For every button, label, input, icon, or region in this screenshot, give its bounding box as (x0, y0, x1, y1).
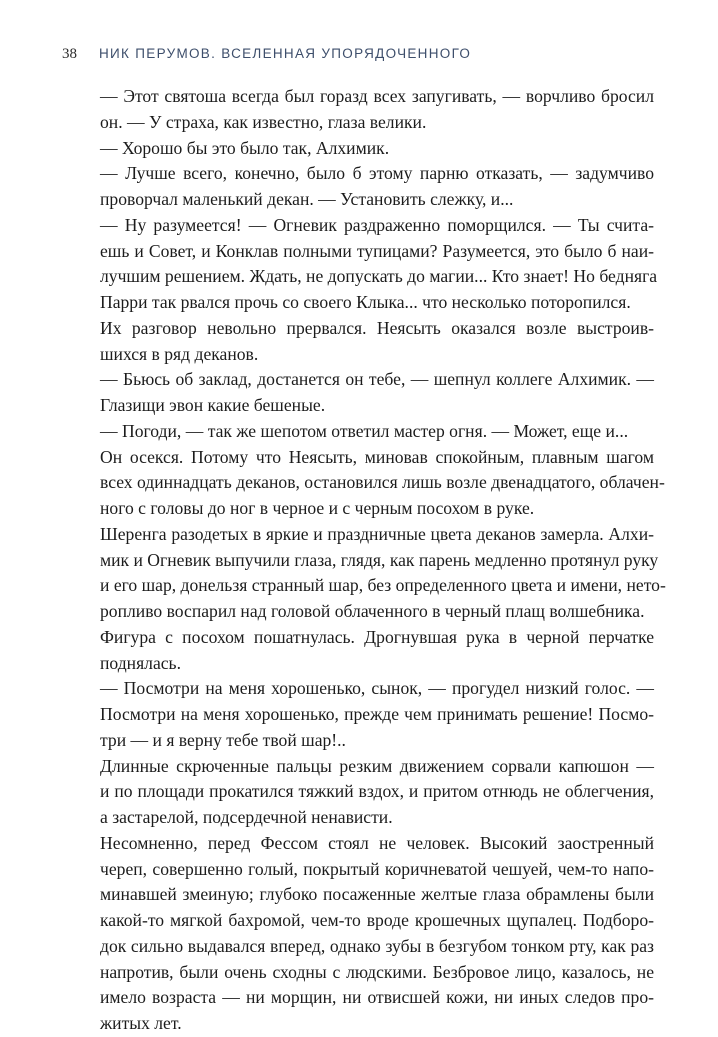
paragraph (72, 419, 654, 445)
text-line: череп, совершенно голый, покрытый коричневатой чешуей, чем-то напо- (100, 858, 654, 879)
running-title: НИК ПЕРУМОВ. ВСЕЛЕННАЯ УПОРЯДОЧЕННОГО (99, 46, 472, 61)
text-line: поднялась. (100, 652, 181, 673)
paragraph (72, 754, 654, 831)
text-line: — Погоди, — так же шепотом ответил мастер огня. — Может, еще и... (100, 420, 629, 441)
paragraph (72, 676, 654, 753)
text-line: Несомненно, перед Фессом стоял не человек. Высокий заостренный (100, 832, 654, 853)
text-line: ропливо воспарил над головой облаченного в черный плащ волшебника. (100, 601, 645, 621)
page-header (62, 46, 471, 66)
paragraph (72, 445, 665, 522)
paragraph (72, 625, 654, 677)
text-line: житых лет. (100, 1013, 182, 1033)
page-number: 38 (62, 46, 77, 62)
text-line: мик и Огневик выпучили глаза, глядя, как парень медленно протянул руку (100, 549, 659, 570)
text-line: — Лучше всего, конечно, было б этому парню отказать, — задумчиво (100, 163, 654, 184)
text-line: — Этот святоша всегда был горазд всех запугивать, — ворчливо бросил (100, 86, 654, 106)
text-line: Фигура с посохом пошатнулась. Дрогнувшая рука в черной перчатке (100, 626, 654, 647)
text-line: всех одиннадцать деканов, остановился лишь возле двенадцатого, облачен- (100, 472, 665, 493)
text-line: Длинные скрюченные пальцы резким движением сорвали капюшон — (100, 755, 654, 776)
text-line: док сильно выдавался вперед, однако зубы в безгубом тонком рту, как раз (100, 935, 654, 956)
text-line: ешь и Совет, и Конклав полными тупицами? Разумеется, это было б наи- (100, 240, 654, 261)
paragraph (72, 136, 654, 162)
text-line: три — и я верну тебе твой шар!.. (100, 729, 346, 750)
text-line: Парри так рвался прочь со своего Клыка... что несколько поторопился. (100, 292, 631, 312)
text-line: шихся в ряд деканов. (100, 343, 259, 364)
text-line: — Хорошо бы это было так, Алхимик. (100, 137, 390, 158)
paragraph (72, 316, 654, 368)
text-line: а застарелой, подсердечной ненависти. (100, 807, 393, 827)
text-line: Посмотри на меня хорошенько, прежде чем принимать решение! Посмо- (100, 704, 654, 724)
text-line: и по площади прокатился тяжкий вздох, и притом отнюдь не облегчения, (100, 781, 654, 802)
text-line: ного с головы до ног в черное и с черным посохом в руке. (100, 498, 535, 518)
text-line: он. — У страха, как известно, глаза велики. (100, 111, 427, 132)
text-line: напротив, были очень сходны с людскими. Безбровое лицо, казалось, не (100, 961, 654, 982)
paragraph (72, 522, 666, 625)
text-line: — Бьюсь об заклад, достанется он тебе, — шепнул коллеге Алхимик. — (100, 369, 654, 390)
text-line: проворчал маленький декан. — Установить слежку, и... (100, 189, 514, 209)
paragraph (72, 84, 654, 136)
text-line: имело возраста — ни морщин, ни отвисшей кожи, ни иных следов про- (100, 987, 654, 1008)
text-line: Он осекся. Потому что Неясыть, миновав спокойным, плавным шагом (100, 446, 654, 467)
text-line: минавшей змеиную; глубоко посаженные желтые глаза обрамлены были (100, 884, 654, 905)
paragraph (72, 367, 654, 419)
paragraph (72, 213, 658, 316)
book-text (72, 84, 666, 1037)
text-line: лучшим решением. Ждать, не допускать до магии... Кто знает! Но бедняга (100, 266, 658, 287)
paragraph (72, 831, 654, 1037)
text-line: Глазищи эвон какие бешеные. (100, 395, 326, 415)
text-line: — Ну разумеется! — Огневик раздраженно поморщился. — Ты счита- (100, 214, 654, 235)
text-line: Шеренга разодетых в яркие и праздничные цвета деканов замерла. Алхи- (100, 523, 654, 544)
text-line: — Посмотри на меня хорошенько, сынок, — прогудел низкий голос. — (100, 678, 654, 699)
text-line: Их разговор невольно прервался. Неясыть оказался возле выстроив- (100, 317, 654, 338)
text-line: и его шар, донельзя странный шар, без определенного цвета и имени, нето- (100, 575, 666, 596)
paragraph (72, 161, 654, 213)
text-line: какой-то мягкой бахромой, чем-то вроде крошечных щупалец. Подборо- (100, 910, 654, 930)
